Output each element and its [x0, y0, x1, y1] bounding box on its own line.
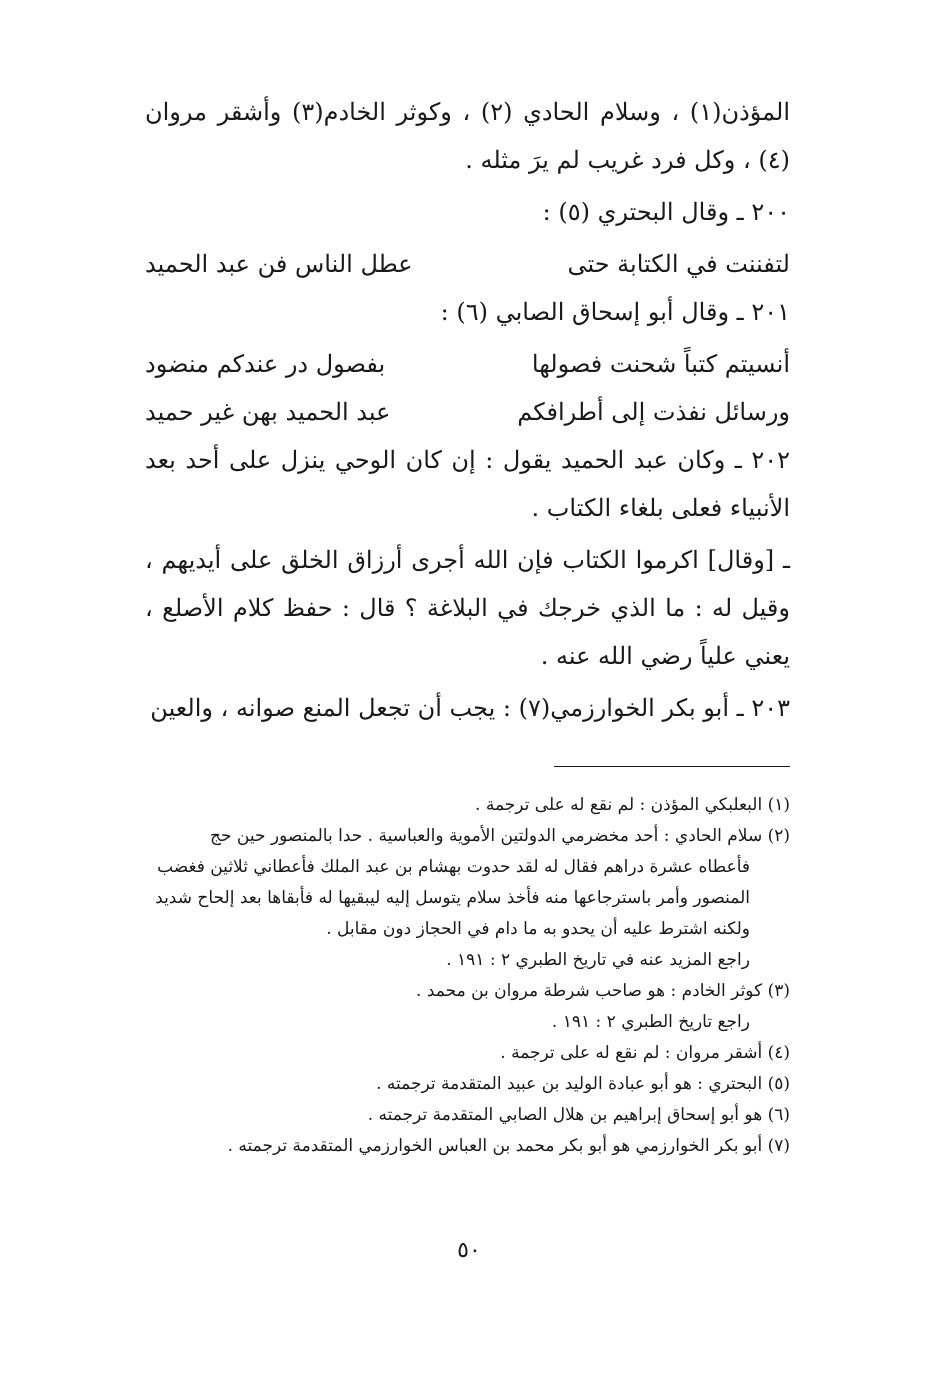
- footnote-3-reference: راجع تاريخ الطبري ٢ : ١٩١ .: [551, 1012, 750, 1032]
- footnote-separator: [554, 766, 790, 767]
- footnote-4: (٤) أشقر مروان : لم نقع له على ترجمة .: [500, 1043, 790, 1063]
- footnote-7: (٧) أبو بكر الخوارزمي هو أبو بكر محمد بن العباس الخوارزمي المتقدمة ترجمته .: [227, 1136, 790, 1156]
- footnote-2-continuation: فأعطاه عشرة دراهم فقال له لقد حدوت بهشام بن عبد الملك فأعطاني ثلاثين فغضب المنصور وأمر باسترجاعها منه فأخذ سلام يتوسل إليه ليبقيها له فأبقاها بعد إلحاح شديد ولكنه اشترط عليه أن يحدو به ما دام في الحجاز دون مقابل .: [155, 857, 750, 939]
- paragraph-203: ٢٠٣ ـ أبو بكر الخوارزمي(٧) : يجب أن تجعل المنع صوانه ، والعين: [150, 694, 790, 722]
- verse-2: [145, 340, 790, 388]
- verse-2-first-hemistich: أنسيتم كتباً شحنت فصولها: [531, 350, 790, 378]
- page-number: ٥٠: [457, 1238, 481, 1263]
- footnote-6: (٦) هو أبو إسحاق إبراهيم بن هلال الصابي المتقدمة ترجمته .: [367, 1105, 790, 1125]
- paragraph-1: المؤذن(١) ، وسلام الحادي (٢) ، وكوثر الخادم(٣) وأشقر مروان (٤) ، وكل فرد غريب لم يرَ مثله .: [145, 98, 791, 174]
- verse-1-first-hemistich: لتفننت في الكتابة حتى: [567, 250, 790, 278]
- footnote-2-reference: راجع المزيد عنه في تاريخ الطبري ٢ : ١٩١ .: [446, 950, 750, 970]
- verse-3: [145, 388, 790, 436]
- paragraph-kuttab: ـ [وقال] اكرموا الكتاب فإن الله أجرى أرزاق الخلق على أيديهم ، وقيل له : ما الذي خرجك في البلاغة ؟ قال : حفظ كلام الأصلع ، يعني علياً رضي الله عنه .: [145, 546, 790, 670]
- footnote-1: (١) البعلبكي المؤذن : لم نقع له على ترجمة .: [475, 795, 790, 815]
- paragraph-202: ٢٠٢ ـ وكان عبد الحميد يقول : إن كان الوحي ينزل على أحد بعد الأنبياء فعلى بلغاء الكتاب .: [145, 446, 790, 522]
- paragraph-201: ٢٠١ ـ وقال أبو إسحاق الصابي (٦) :: [440, 298, 790, 326]
- verse-3-second-hemistich: عبد الحميد بهن غير حميد: [145, 398, 391, 426]
- footnote-5: (٥) البحتري : هو أبو عبادة الوليد بن عبيد المتقدمة ترجمته .: [376, 1074, 790, 1094]
- main-text: [145, 88, 790, 736]
- verse-3-first-hemistich: ورسائل نفذت إلى أطرافكم: [517, 398, 790, 426]
- footnotes: [145, 790, 790, 1162]
- footnote-2: (٢) سلام الحادي : أحد مخضرمي الدولتين الأموية والعباسية . حدا بالمنصور حين حج: [210, 826, 790, 846]
- footnote-3: (٣) كوثر الخادم : هو صاحب شرطة مروان بن محمد .: [416, 981, 790, 1001]
- verse-1: [145, 240, 790, 288]
- paragraph-200: ٢٠٠ ـ وقال البحتري (٥) :: [542, 198, 790, 226]
- verse-2-second-hemistich: بفصول در عندكم منضود: [145, 350, 386, 378]
- verse-1-second-hemistich: عطل الناس فن عبد الحميد: [145, 250, 413, 278]
